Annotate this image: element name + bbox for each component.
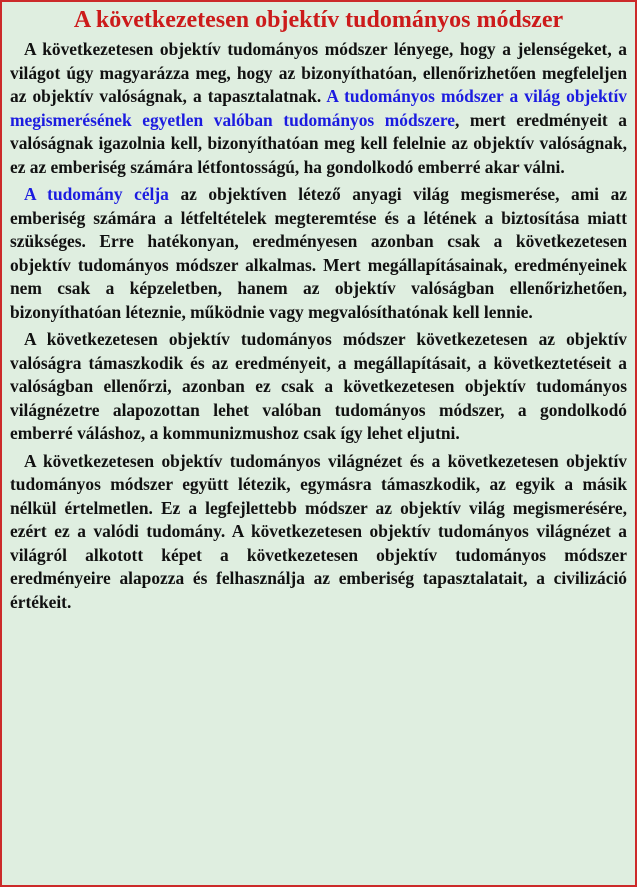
page-title: A következetesen objektív tudományos módszer [73,7,564,33]
paragraph-1-text-a: A következetesen objektív tudományos módszer lényege, hogy a jelenségeket, a világot úgy magyarázza meg, hogy az bizonyíthatóan, ellenőrizhetően megfeleljen az objektív valóságnak, a tapasztalatnak. [10,39,627,106]
paragraph-1-highlight: A tudományos módszer a világ objektív megismerésének egyetlen valóban tudományos módszere [10,86,627,130]
paragraph-3-text: A következetesen objektív tudományos módszer következetesen az objektív valóságra támaszkodik és az eredményeit, a megállapításait, a következtetéseit a valóságban ellenőrzi, azonban ez csak a következetesen objektív tudományos világnézetre alapozottan lehet valóban tudományos módszer, a gondolkodó emberré váláshoz, a kommunizmushoz csak így lehet eljutni. [10,329,627,443]
paragraph-4 [10,450,627,615]
paragraph-2-highlight: A tudomány célja [24,184,169,204]
paragraph-1-text-b: , mert eredményeit a valóságnak igazolnia kell, bizonyíthatóan meg kell felelnie az objektív valóságnak, ez az emberiség számára létfontosságú, ha gondolkodó emberré akar válni. [10,109,627,177]
paragraph-3 [10,328,627,446]
paragraph-1 [10,38,627,179]
paragraph-2 [10,183,627,324]
paragraph-2-text: az objektíven létező anyagi világ megismerése, ami az emberiség számára a létfeltételek megteremtése és a létének a biztosítása miatt szükséges. Erre hatékonyan, eredményesen azonban csak a következetesen objektív tudományos módszer alkalmas. Mert megállapításainak, eredményeinek nem csak a képzeletben, hanem az objektív valóságban ellenőrizhetően, bizonyíthatóan léteznie, működnie vagy megvalósíthatónak kell lennie. [10,184,627,322]
paragraph-4-text: A következetesen objektív tudományos világnézet és a következetesen objektív tudományos módszer együtt létezik, egymásra támaszkodik, az egyik a másik nélkül értelmetlen. Ez a legfejlettebb módszer az objektív világ megismerésére, ezért ez a valódi tudomány. A következetesen objektív tudományos világnézet a világról alkotott képet a következetesen objektív tudományos módszer eredményeire alapozza és felhasználja az emberiség tapasztalatait, a civilizáció értékeit. [10,450,627,612]
